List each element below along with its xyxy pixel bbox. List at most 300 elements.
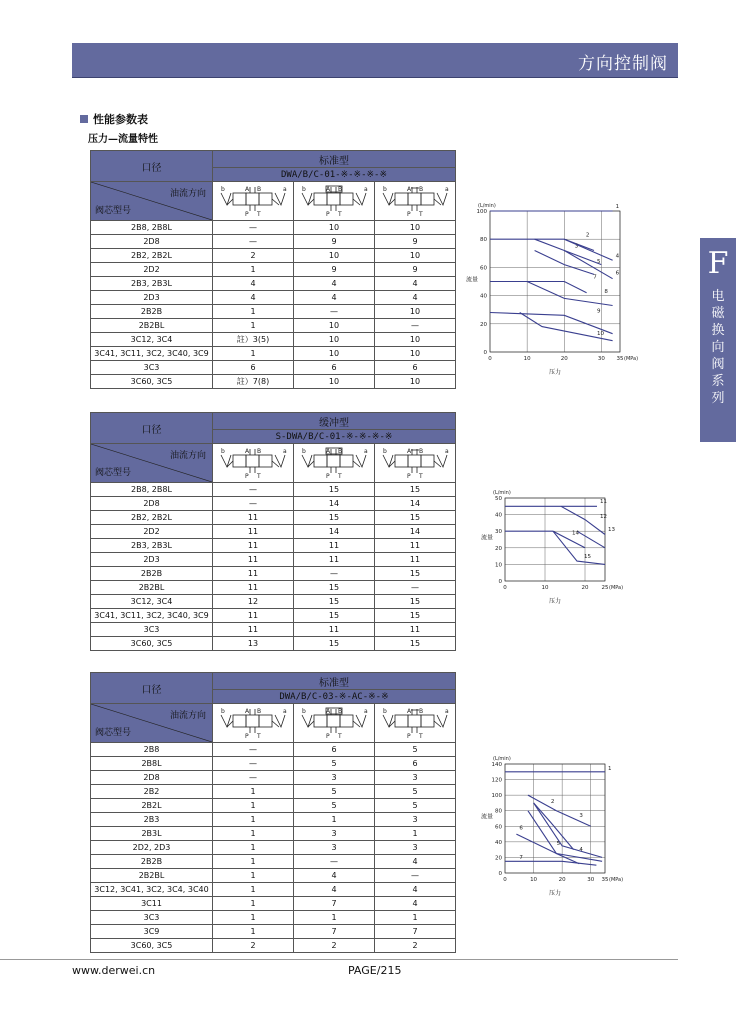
- y-tick-label: 0: [483, 350, 487, 356]
- y-tick-label: 120: [491, 777, 502, 784]
- svg-text:P: P: [245, 473, 249, 479]
- table-cell: 2B8L: [91, 757, 213, 771]
- pressure-flow-chart-2: [464, 488, 644, 608]
- svg-text:b: b: [383, 708, 387, 715]
- svg-text:T: T: [257, 211, 261, 217]
- table-cell: 10: [294, 221, 375, 235]
- table-cell: 15: [375, 483, 456, 497]
- table-cell: 4: [294, 277, 375, 291]
- table-cell: 2B2B: [91, 305, 213, 319]
- svg-text:b: b: [383, 186, 387, 193]
- svg-text:A: A: [245, 186, 250, 193]
- table-cell: 5: [375, 799, 456, 813]
- table-row: [91, 277, 456, 291]
- y-tick-label: 10: [495, 562, 502, 569]
- side-tab-letter: F: [707, 246, 729, 281]
- y-axis-label: 流量: [481, 534, 494, 542]
- x-tick-label: 10: [523, 356, 531, 362]
- svg-text:B: B: [338, 186, 343, 193]
- table-row: [91, 263, 456, 277]
- table-cell: —: [213, 483, 294, 497]
- table-row: [91, 799, 456, 813]
- table-cell: 註）7(8): [213, 375, 294, 389]
- table-cell: 14: [375, 525, 456, 539]
- svg-text:a: a: [445, 708, 449, 715]
- symbol-cell: [213, 182, 294, 221]
- table-cell: 1: [213, 827, 294, 841]
- table-cell: 2B2: [91, 785, 213, 799]
- table-cell: 6: [213, 361, 294, 375]
- table-cell: 註）3(5): [213, 333, 294, 347]
- series-label: 2: [550, 798, 555, 805]
- svg-text:A: A: [407, 448, 412, 455]
- series-label: 1: [608, 766, 612, 773]
- symbol-cell: [294, 444, 375, 483]
- table-cell: 2B2BL: [91, 319, 213, 333]
- table-cell: 15: [294, 581, 375, 595]
- table-cell: 1: [213, 785, 294, 799]
- svg-text:A: A: [245, 708, 250, 715]
- table-cell: 2B2B: [91, 855, 213, 869]
- table-cell: —: [294, 567, 375, 581]
- table-cell: 15: [294, 637, 375, 651]
- table-row: [91, 305, 456, 319]
- svg-text:T: T: [419, 211, 423, 217]
- table-cell: 11: [213, 553, 294, 567]
- y-tick-label: 60: [480, 265, 487, 272]
- symbol-cell: [375, 182, 456, 221]
- table-cell: 2B3, 2B3L: [91, 277, 213, 291]
- x-tick-label: 30: [597, 356, 605, 362]
- table-cell: 11: [375, 623, 456, 637]
- y-tick-label: 0: [498, 871, 502, 877]
- x-axis-label: 压力: [548, 369, 562, 376]
- svg-text:T: T: [338, 733, 342, 739]
- table-cell: 11: [294, 553, 375, 567]
- svg-text:P: P: [326, 473, 330, 479]
- table-row: [91, 827, 456, 841]
- table-cell: 3: [294, 827, 375, 841]
- table-cell: 1: [213, 813, 294, 827]
- series-label: 11: [600, 498, 607, 505]
- table-cell: 7: [294, 897, 375, 911]
- table-cell: 1: [213, 869, 294, 883]
- table-row: [91, 595, 456, 609]
- table-row: [91, 813, 456, 827]
- table-cell: 10: [294, 347, 375, 361]
- y-tick-label: 40: [495, 512, 502, 519]
- table-cell: 2D2: [91, 525, 213, 539]
- table-row: [91, 291, 456, 305]
- port-label: 口径: [91, 673, 213, 704]
- series-label: 6: [615, 270, 620, 277]
- svg-text:P: P: [326, 733, 330, 739]
- table-row: [91, 361, 456, 375]
- valve-symbol-icon: [215, 183, 291, 217]
- table-cell: 9: [375, 263, 456, 277]
- table-cell: —: [213, 771, 294, 785]
- table-cell: 4: [375, 883, 456, 897]
- svg-text:T: T: [419, 733, 423, 739]
- series-label: 9: [597, 308, 601, 315]
- table-row: [91, 609, 456, 623]
- series-line: [534, 803, 603, 858]
- table-row: [91, 743, 456, 757]
- table-row: [91, 757, 456, 771]
- series-label: 6: [519, 825, 523, 832]
- table-row: [91, 525, 456, 539]
- table-cell: 11: [213, 581, 294, 595]
- table-cell: 14: [294, 525, 375, 539]
- table-row: [91, 771, 456, 785]
- table-cell: 11: [213, 567, 294, 581]
- table-cell: 4: [213, 277, 294, 291]
- table-row: [91, 869, 456, 883]
- svg-text:B: B: [338, 708, 343, 715]
- table-cell: 5: [294, 785, 375, 799]
- table-cell: 2B2, 2B2L: [91, 511, 213, 525]
- table-cell: 1: [375, 827, 456, 841]
- valve-symbol-icon: [215, 445, 291, 479]
- svg-text:B: B: [338, 448, 343, 455]
- table-cell: 1: [294, 813, 375, 827]
- x-tick-label: 35: [601, 877, 609, 883]
- table-row: [91, 483, 456, 497]
- spool-flow-header: 油流方向 阀芯型号: [91, 704, 213, 743]
- section-title: [80, 111, 148, 127]
- series-label: 5: [597, 259, 601, 266]
- svg-text:b: b: [302, 186, 306, 193]
- table-cell: 4: [375, 897, 456, 911]
- svg-text:b: b: [221, 186, 225, 193]
- table-row: [91, 785, 456, 799]
- table-cell: 4: [294, 291, 375, 305]
- table-cell: 10: [294, 375, 375, 389]
- table-cell: 2B2L: [91, 799, 213, 813]
- y-tick-label: 20: [495, 545, 502, 552]
- table-cell: 3C60, 3C5: [91, 375, 213, 389]
- table-row: [91, 855, 456, 869]
- y-tick-label: 20: [480, 321, 487, 328]
- svg-text:b: b: [302, 448, 306, 455]
- table-cell: 15: [375, 637, 456, 651]
- table-cell: 3: [375, 841, 456, 855]
- svg-text:b: b: [221, 448, 225, 455]
- table-cell: 7: [375, 925, 456, 939]
- table-cell: 9: [294, 235, 375, 249]
- table-type: 缓冲型: [213, 413, 456, 430]
- table-row: [91, 939, 456, 953]
- table-cell: 11: [213, 609, 294, 623]
- table-cell: —: [213, 235, 294, 249]
- y-tick-label: 40: [480, 293, 487, 300]
- symbol-cell: [294, 182, 375, 221]
- table-cell: 4: [375, 277, 456, 291]
- table-cell: 1: [213, 347, 294, 361]
- table-cell: 6: [375, 757, 456, 771]
- table-row: [91, 883, 456, 897]
- svg-text:A: A: [245, 448, 250, 455]
- table-cell: 5: [294, 799, 375, 813]
- x-unit: (MPa): [609, 585, 624, 591]
- table-cell: 15: [294, 595, 375, 609]
- section-title-text: 性能参数表: [93, 113, 148, 126]
- svg-text:A: A: [407, 186, 412, 193]
- pressure-flow-chart-1: [464, 200, 644, 378]
- x-tick-label: 0: [503, 585, 507, 591]
- x-unit: (MPa): [624, 356, 639, 362]
- table-cell: 10: [375, 347, 456, 361]
- svg-text:T: T: [257, 473, 261, 479]
- footer-url: www.derwei.cn: [72, 964, 156, 977]
- table-cell: 9: [294, 263, 375, 277]
- table-cell: 10: [294, 249, 375, 263]
- table-cell: 4: [213, 291, 294, 305]
- table-cell: 11: [213, 511, 294, 525]
- table-cell: 1: [213, 925, 294, 939]
- x-tick-label: 10: [541, 585, 549, 591]
- table-cell: 15: [375, 609, 456, 623]
- table-row: [91, 539, 456, 553]
- series-line: [505, 861, 596, 865]
- table-row: [91, 567, 456, 581]
- table-cell: 3C41, 3C11, 3C2, 3C40, 3C9: [91, 347, 213, 361]
- table-cell: 6: [375, 361, 456, 375]
- valve-symbol-icon: [296, 705, 372, 739]
- table-cell: 11: [294, 623, 375, 637]
- y-axis-label: 流量: [466, 276, 479, 284]
- y-unit: (L/min): [493, 756, 511, 762]
- table-row: [91, 347, 456, 361]
- valve-symbol-icon: [377, 705, 453, 739]
- table-cell: 12: [213, 595, 294, 609]
- series-line: [564, 239, 612, 260]
- valve-symbol-icon: [215, 705, 291, 739]
- table-row: [91, 235, 456, 249]
- table-row: [91, 333, 456, 347]
- side-tab-text: 电磁换向阀系列: [711, 289, 725, 406]
- table-type: 标准型: [213, 151, 456, 168]
- table-cell: 10: [375, 221, 456, 235]
- series-label: 13: [608, 527, 615, 534]
- table-row: [91, 553, 456, 567]
- series-label: 2: [585, 232, 590, 239]
- series-label: 15: [584, 553, 591, 560]
- table-cell: 7: [294, 925, 375, 939]
- table-row: [91, 897, 456, 911]
- x-tick-label: 0: [488, 356, 492, 362]
- series-label: 1: [615, 204, 620, 211]
- svg-text:B: B: [419, 708, 424, 715]
- table-cell: 2: [213, 249, 294, 263]
- series-label: 8: [604, 288, 608, 295]
- svg-text:P: P: [326, 211, 330, 217]
- table-cell: 1: [375, 911, 456, 925]
- x-axis-label: 压力: [548, 890, 562, 897]
- table-cell: —: [375, 869, 456, 883]
- table-cell: 3C41, 3C11, 3C2, 3C40, 3C9: [91, 609, 213, 623]
- table-cell: —: [213, 743, 294, 757]
- table-cell: —: [375, 581, 456, 595]
- table-cell: 2B8: [91, 743, 213, 757]
- table-row: [91, 637, 456, 651]
- valve-symbol-icon: [296, 445, 372, 479]
- table-cell: 2B3L: [91, 827, 213, 841]
- table-cell: 10: [294, 333, 375, 347]
- series-label: 12: [600, 513, 607, 520]
- svg-text:A: A: [326, 708, 331, 715]
- svg-text:P: P: [407, 473, 411, 479]
- table-cell: 15: [375, 567, 456, 581]
- series-label: 7: [593, 274, 597, 281]
- table-cell: 2D3: [91, 291, 213, 305]
- table-cell: 15: [294, 483, 375, 497]
- y-tick-label: 80: [480, 237, 487, 244]
- table-row: [91, 623, 456, 637]
- table-cell: 1: [213, 855, 294, 869]
- y-unit: (L/min): [493, 490, 511, 496]
- svg-text:T: T: [419, 473, 423, 479]
- table-cell: 2: [213, 939, 294, 953]
- y-tick-label: 30: [495, 529, 502, 536]
- table-cell: 5: [375, 785, 456, 799]
- table-cell: 3C11: [91, 897, 213, 911]
- table-cell: 2D2: [91, 263, 213, 277]
- table-cell: 2D8: [91, 771, 213, 785]
- table-cell: 2: [375, 939, 456, 953]
- table-cell: 4: [375, 291, 456, 305]
- svg-text:T: T: [338, 211, 342, 217]
- table-cell: 3C3: [91, 361, 213, 375]
- svg-text:a: a: [283, 448, 287, 455]
- table-cell: 5: [294, 757, 375, 771]
- table-cell: 15: [375, 511, 456, 525]
- valve-symbol-icon: [296, 183, 372, 217]
- table-cell: 15: [375, 595, 456, 609]
- table-cell: 3C12, 3C4: [91, 595, 213, 609]
- table-cell: 4: [375, 855, 456, 869]
- svg-text:b: b: [302, 708, 306, 715]
- table-row: [91, 221, 456, 235]
- table-cell: 1: [213, 319, 294, 333]
- series-label: 5: [556, 840, 561, 847]
- svg-text:B: B: [257, 448, 262, 455]
- table-row: [91, 911, 456, 925]
- table-cell: 10: [375, 375, 456, 389]
- symbol-cell: [213, 704, 294, 743]
- svg-text:A: A: [326, 186, 331, 193]
- table-cell: 3C9: [91, 925, 213, 939]
- table-cell: 1: [294, 911, 375, 925]
- table-cell: 6: [294, 361, 375, 375]
- svg-text:a: a: [283, 186, 287, 193]
- table-model: DWA/B/C-01-※-※-※-※: [213, 168, 456, 182]
- table-cell: 1: [213, 305, 294, 319]
- table-cell: 5: [375, 743, 456, 757]
- y-tick-label: 50: [495, 496, 502, 502]
- table-cell: 2: [294, 939, 375, 953]
- table-cell: 3: [294, 841, 375, 855]
- side-tab: [700, 238, 736, 442]
- y-axis-label: 流量: [481, 813, 494, 821]
- svg-text:P: P: [407, 211, 411, 217]
- table-cell: 1: [213, 799, 294, 813]
- table-cell: 2B8, 2B8L: [91, 483, 213, 497]
- x-unit: (MPa): [609, 877, 624, 883]
- series-line: [490, 313, 613, 334]
- table-model: S-DWA/B/C-01-※-※-※-※: [213, 430, 456, 444]
- table-cell: —: [213, 757, 294, 771]
- table-row: [91, 581, 456, 595]
- series-label: 14: [572, 530, 579, 537]
- y-tick-label: 20: [495, 855, 502, 862]
- y-tick-label: 80: [495, 808, 502, 815]
- table-cell: 11: [213, 539, 294, 553]
- table-row: [91, 511, 456, 525]
- table-row: [91, 319, 456, 333]
- table-cell: 3: [294, 771, 375, 785]
- series-line: [535, 239, 602, 264]
- table-cell: 3C12, 3C41, 3C2, 3C4, 3C40: [91, 883, 213, 897]
- footer-page: PAGE/215: [348, 964, 402, 977]
- table-row: [91, 497, 456, 511]
- table-cell: 2D8: [91, 497, 213, 511]
- x-tick-label: 20: [581, 585, 589, 591]
- table-cell: 2D3: [91, 553, 213, 567]
- x-tick-label: 30: [587, 877, 595, 883]
- table-cell: 3: [375, 771, 456, 785]
- y-tick-label: 60: [495, 824, 502, 831]
- y-tick-label: 0: [498, 579, 502, 585]
- bullet-square-icon: [80, 115, 88, 123]
- series-label: 4: [615, 253, 620, 260]
- series-label: 4: [579, 847, 583, 854]
- table-cell: 1: [213, 897, 294, 911]
- x-tick-label: 35: [616, 356, 624, 362]
- series-label: 7: [519, 854, 523, 861]
- symbol-cell: [294, 704, 375, 743]
- table-cell: 11: [213, 623, 294, 637]
- table-cell: 10: [375, 333, 456, 347]
- performance-table-1: [90, 150, 456, 389]
- table-cell: 3: [375, 813, 456, 827]
- x-tick-label: 25: [601, 585, 609, 591]
- svg-text:a: a: [283, 708, 287, 715]
- table-cell: 2B2BL: [91, 581, 213, 595]
- performance-table-2: [90, 412, 456, 651]
- table-cell: 2B3: [91, 813, 213, 827]
- svg-text:A: A: [407, 708, 412, 715]
- series-label: 3: [579, 812, 583, 819]
- svg-text:a: a: [445, 448, 449, 455]
- svg-text:A: A: [326, 448, 331, 455]
- svg-text:T: T: [338, 473, 342, 479]
- table-cell: 1: [213, 911, 294, 925]
- y-tick-label: 100: [491, 793, 502, 800]
- table-cell: 3C60, 3C5: [91, 939, 213, 953]
- y-tick-label: 140: [491, 762, 502, 768]
- series-line: [564, 251, 612, 279]
- table-cell: 1: [213, 883, 294, 897]
- table-cell: 11: [294, 539, 375, 553]
- table-cell: —: [213, 497, 294, 511]
- svg-text:b: b: [221, 708, 225, 715]
- spool-flow-header: 油流方向 阀芯型号: [91, 444, 213, 483]
- table-cell: 13: [213, 637, 294, 651]
- table-cell: 2B2, 2B2L: [91, 249, 213, 263]
- table-cell: 3C12, 3C4: [91, 333, 213, 347]
- spool-flow-header: 油流方向 阀芯型号: [91, 182, 213, 221]
